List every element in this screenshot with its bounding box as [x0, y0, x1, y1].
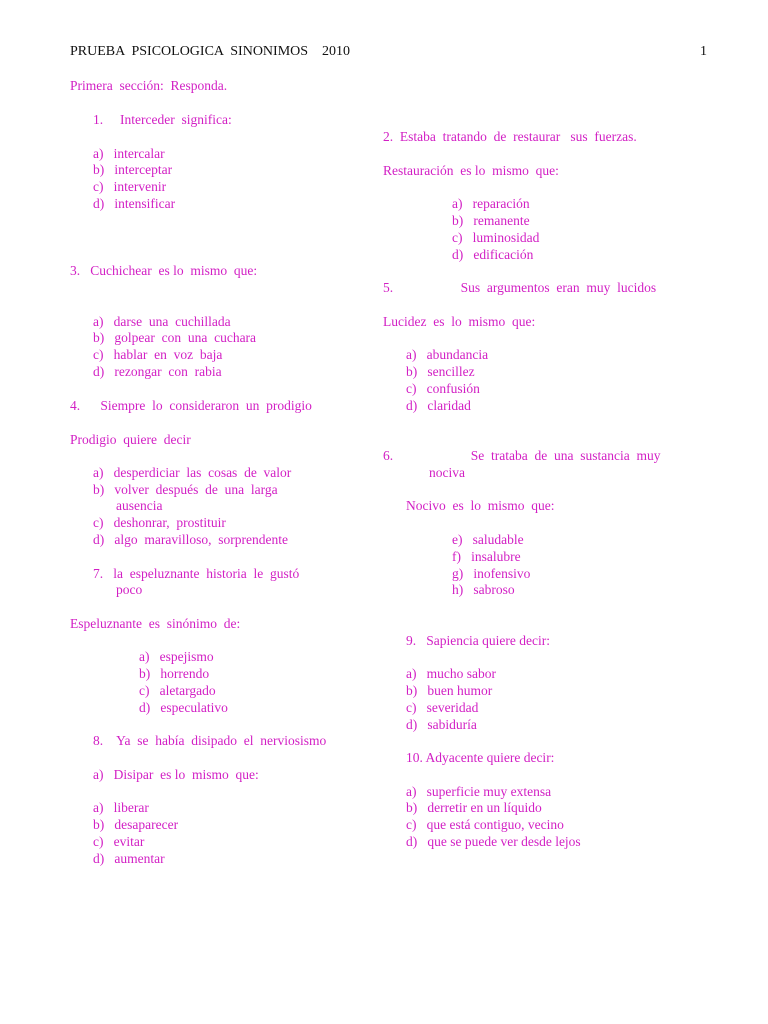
question-5-prompt: 5. Sus argumentos eran muy lucidos [383, 280, 657, 295]
question-5-option-c: c) confusión [406, 381, 480, 396]
question-8-option-d: d) aumentar [93, 851, 165, 866]
question-4-subprompt: Prodigio quiere decir [70, 432, 191, 447]
question-4-option-b-cont: ausencia [116, 498, 163, 513]
question-8-option-a: a) liberar [93, 800, 149, 815]
question-7-prompt: 7. la espeluznante historia le gustó [93, 566, 300, 581]
question-4-option-d: d) algo maravilloso, sorprendente [93, 532, 288, 547]
question-2-option-d: d) edificación [452, 247, 534, 262]
question-3-option-c: c) hablar en voz baja [93, 347, 223, 362]
question-6-option-f: f) insalubre [452, 549, 521, 564]
question-8-option-c: c) evitar [93, 834, 145, 849]
question-5-option-b: b) sencillez [406, 364, 475, 379]
question-6-prompt-cont: nociva [429, 465, 465, 480]
question-1-option-c: c) intervenir [93, 179, 167, 194]
question-7-option-d: d) especulativo [139, 700, 228, 715]
question-7-option-b: b) horrendo [139, 666, 210, 681]
page-number: 1 [700, 44, 707, 59]
question-5-option-d: d) claridad [406, 398, 471, 413]
question-8-subprompt: a) Disipar es lo mismo que: [93, 767, 259, 782]
question-2-subprompt: Restauración es lo mismo que: [383, 163, 559, 178]
question-2-option-b: b) remanente [452, 213, 530, 228]
question-9-option-c: c) severidad [406, 700, 479, 715]
question-10-option-a: a) superficie muy extensa [406, 784, 552, 799]
question-1-option-d: d) intensificar [93, 196, 176, 211]
question-10-prompt: 10. Adyacente quiere decir: [406, 750, 555, 765]
question-7-option-c: c) aletargado [139, 683, 216, 698]
question-3-prompt: 3. Cuchichear es lo mismo que: [70, 263, 258, 278]
question-6-option-g: g) inofensivo [452, 566, 531, 581]
question-8-option-b: b) desaparecer [93, 817, 179, 832]
question-7-prompt-cont: poco [116, 582, 143, 597]
question-5-subprompt: Lucidez es lo mismo que: [383, 314, 536, 329]
question-3-option-a: a) darse una cuchillada [93, 314, 231, 329]
question-6-prompt: 6. Se trataba de una sustancia muy [383, 448, 661, 463]
question-3-option-d: d) rezongar con rabia [93, 364, 222, 379]
question-2-option-a: a) reparación [452, 196, 530, 211]
section-title: Primera sección: Responda. [70, 78, 228, 93]
question-9-option-d: d) sabiduría [406, 717, 477, 732]
question-9-prompt: 9. Sapiencia quiere decir: [406, 633, 550, 648]
question-6-option-e: e) saludable [452, 532, 524, 547]
document-title: PRUEBA PSICOLOGICA SINONIMOS 2010 [70, 44, 351, 59]
question-10-option-d: d) que se puede ver desde lejos [406, 834, 581, 849]
question-1-option-a: a) intercalar [93, 146, 165, 161]
question-3-option-b: b) golpear con una cuchara [93, 330, 257, 345]
question-6-option-h: h) sabroso [452, 582, 515, 597]
question-10-option-b: b) derretir en un líquido [406, 800, 542, 815]
question-8-prompt: 8. Ya se había disipado el nerviosismo [93, 733, 327, 748]
question-9-option-b: b) buen humor [406, 683, 493, 698]
question-10-option-c: c) que está contiguo, vecino [406, 817, 564, 832]
question-1-option-b: b) interceptar [93, 162, 173, 177]
question-6-subprompt: Nocivo es lo mismo que: [406, 498, 555, 513]
question-2-option-c: c) luminosidad [452, 230, 540, 245]
question-1-prompt: 1. Interceder significa: [93, 112, 232, 127]
question-4-option-a: a) desperdiciar las cosas de valor [93, 465, 292, 480]
question-7-subprompt: Espeluznante es sinónimo de: [70, 616, 241, 631]
question-4-option-c: c) deshonrar, prostituir [93, 515, 226, 530]
question-5-option-a: a) abundancia [406, 347, 489, 362]
question-2-prompt: 2. Estaba tratando de restaurar sus fuerzas. [383, 129, 637, 144]
question-9-option-a: a) mucho sabor [406, 666, 496, 681]
question-4-option-b: b) volver después de una larga [93, 482, 278, 497]
question-7-option-a: a) espejismo [139, 649, 214, 664]
question-4-prompt: 4. Siempre lo consideraron un prodigio [70, 398, 312, 413]
